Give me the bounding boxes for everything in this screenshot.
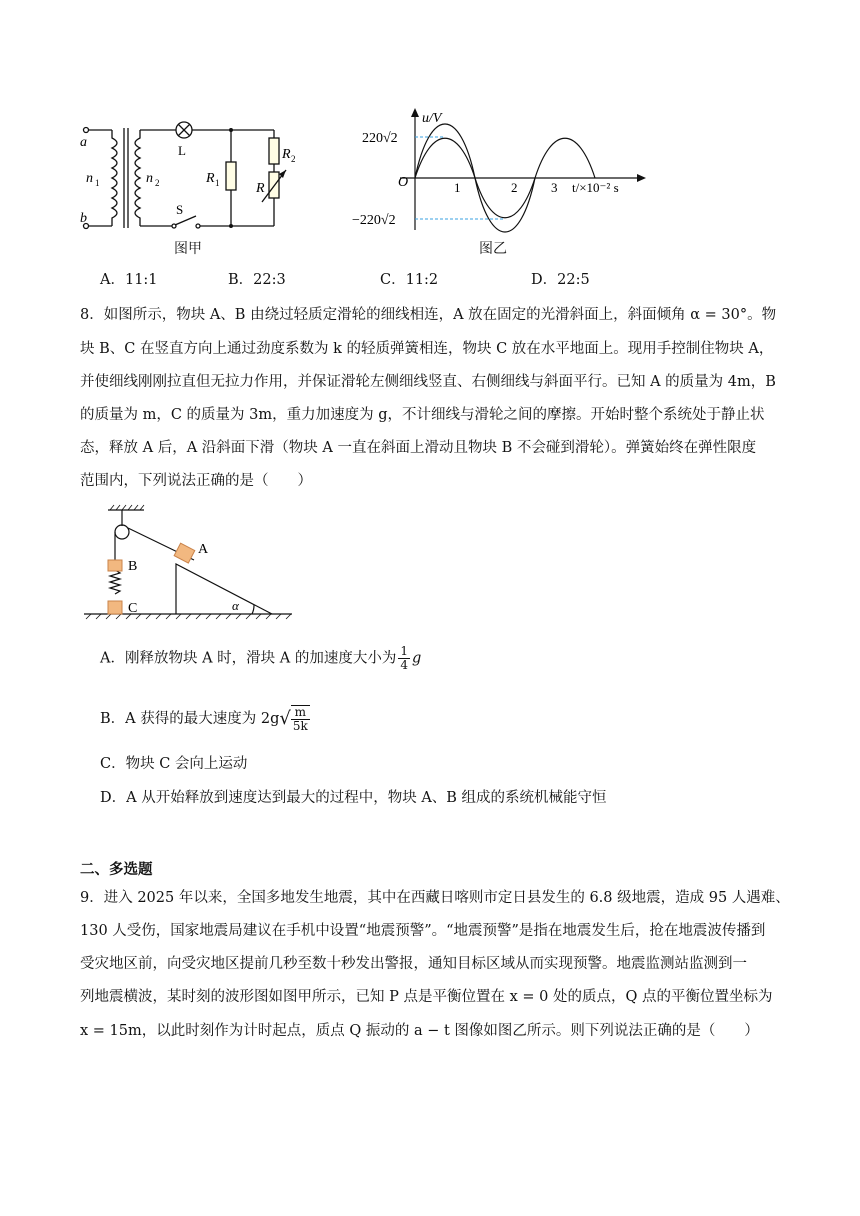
- q8-option-a-tail: g: [412, 650, 422, 667]
- label-b: b: [80, 211, 87, 226]
- sqrt-fraction: $\frac{m}{5k}$: [292, 705, 308, 733]
- label-R2-sub: 2: [291, 154, 296, 164]
- q9-line-4: 列地震横波，某时刻的波形图如图甲所示，已知 P 点是平衡位置在 x = 0 处的质点，Q 点的平衡位置坐标为: [80, 989, 773, 1005]
- q9-line-1: 9．进入 2025 年以来，全国多地发生地震，其中在西藏日喀则市定日县发生的 6.8 级地震，造成 95 人遇难、: [80, 890, 790, 906]
- u-axis-label: u/V: [422, 111, 442, 126]
- q8-option-a-text: A．刚释放物块 A 时，滑块 A 的加速度大小为: [100, 650, 397, 667]
- q8-line-2: 块 B、C 在竖直方向上通过劲度系数为 k 的轻质弹簧相连，物块 C 放在水平地面上。现用手控制住物块 A，: [80, 341, 774, 357]
- circuit-figure: [76, 110, 316, 258]
- label-n1-sub: 1: [95, 178, 100, 188]
- q9-line-2: 130 人受伤，国家地震局建议在手机中设置“地震预警”。“地震预警”是指在地震发生后，抢在地震波传播到: [80, 923, 766, 939]
- q8-line-3: 并使细线刚刚拉直但无拉力作用，并保证滑轮左侧细线竖直、右侧细线与斜面平行。已知 A 的质量为 4m，B: [80, 374, 776, 390]
- tick-2: 2: [511, 180, 518, 195]
- q8-option-b[interactable]: B．A 获得的最大速度为 2g√ $\frac{m}{5k}$: [100, 705, 308, 733]
- origin-label: O: [398, 175, 409, 190]
- label-A: A: [198, 542, 209, 557]
- neg-peak-label: −220√2: [352, 213, 396, 228]
- q9-line-3: 受灾地区前，向受灾地区提前几秒至数十秒发出警报，通知目标区域从而实现预警。地震监测站监测到一: [80, 956, 747, 972]
- q8-option-c[interactable]: C．物块 C 会向上运动: [100, 756, 248, 772]
- label-n2-sub: 2: [155, 178, 160, 188]
- fig2-caption: 图乙: [479, 241, 507, 257]
- label-R1-sub: 1: [215, 178, 220, 188]
- q8-option-a[interactable]: [100, 645, 421, 672]
- q8-option-d[interactable]: D．A 从开始释放到速度达到最大的过程中，物块 A、B 组成的系统机械能守恒: [100, 790, 607, 806]
- label-L: L: [178, 143, 186, 158]
- label-a: a: [80, 135, 87, 150]
- label-B: B: [128, 559, 138, 574]
- q7-option-b[interactable]: B．22:3: [228, 272, 286, 288]
- pos-peak-label: 220√2: [362, 131, 398, 146]
- label-n1: n: [86, 171, 93, 186]
- q7-option-c[interactable]: C．11:2: [380, 272, 439, 288]
- q8-line-5: 态，释放 A 后，A 沿斜面下滑（物块 A 一直在斜面上滑动且物块 B 不会碰到滑轮）。弹簧始终在弹性限度: [80, 440, 757, 456]
- tick-1: 1: [454, 180, 461, 195]
- tick-3: 3: [551, 180, 558, 195]
- q8-line-1: 8．如图所示，物块 A、B 由绕过轻质定滑轮的细线相连，A 放在固定的光滑斜面上，斜面倾角 α = 30°。物: [80, 307, 777, 323]
- q8-line-6: 范围内，下列说法正确的是（ ）: [80, 473, 312, 489]
- label-S: S: [176, 202, 184, 217]
- q9-line-5: x = 15m，以此时刻作为计时起点，质点 Q 振动的 a − t 图像如图乙所示。则下列说法正确的是（ ）: [80, 1023, 759, 1039]
- q8-option-b-text: B．A 获得的最大速度为 2g: [100, 711, 280, 727]
- label-R: R: [256, 181, 265, 196]
- incline-figure: [82, 504, 302, 626]
- label-alpha: α: [232, 598, 239, 613]
- label-R1: R: [206, 171, 215, 186]
- label-C: C: [128, 601, 138, 616]
- label-R2: R: [282, 147, 291, 162]
- label-n2: n: [146, 171, 153, 186]
- fig1-caption: 图甲: [174, 241, 202, 257]
- q7-option-d[interactable]: D．22:5: [531, 272, 590, 288]
- fraction-one-quarter: $\frac{1}{4}$: [400, 644, 408, 672]
- q8-line-4: 的质量为 m，C 的质量为 3m，重力加速度为 g，不计细线与滑轮之间的摩擦。开始时整个系统处于静止状: [80, 407, 765, 423]
- t-axis-label: t/×10⁻² s: [572, 180, 619, 195]
- q7-option-a[interactable]: A．11:1: [100, 272, 158, 288]
- sine-graph-figure: [340, 106, 660, 236]
- section-title: 二、多选题: [80, 861, 153, 878]
